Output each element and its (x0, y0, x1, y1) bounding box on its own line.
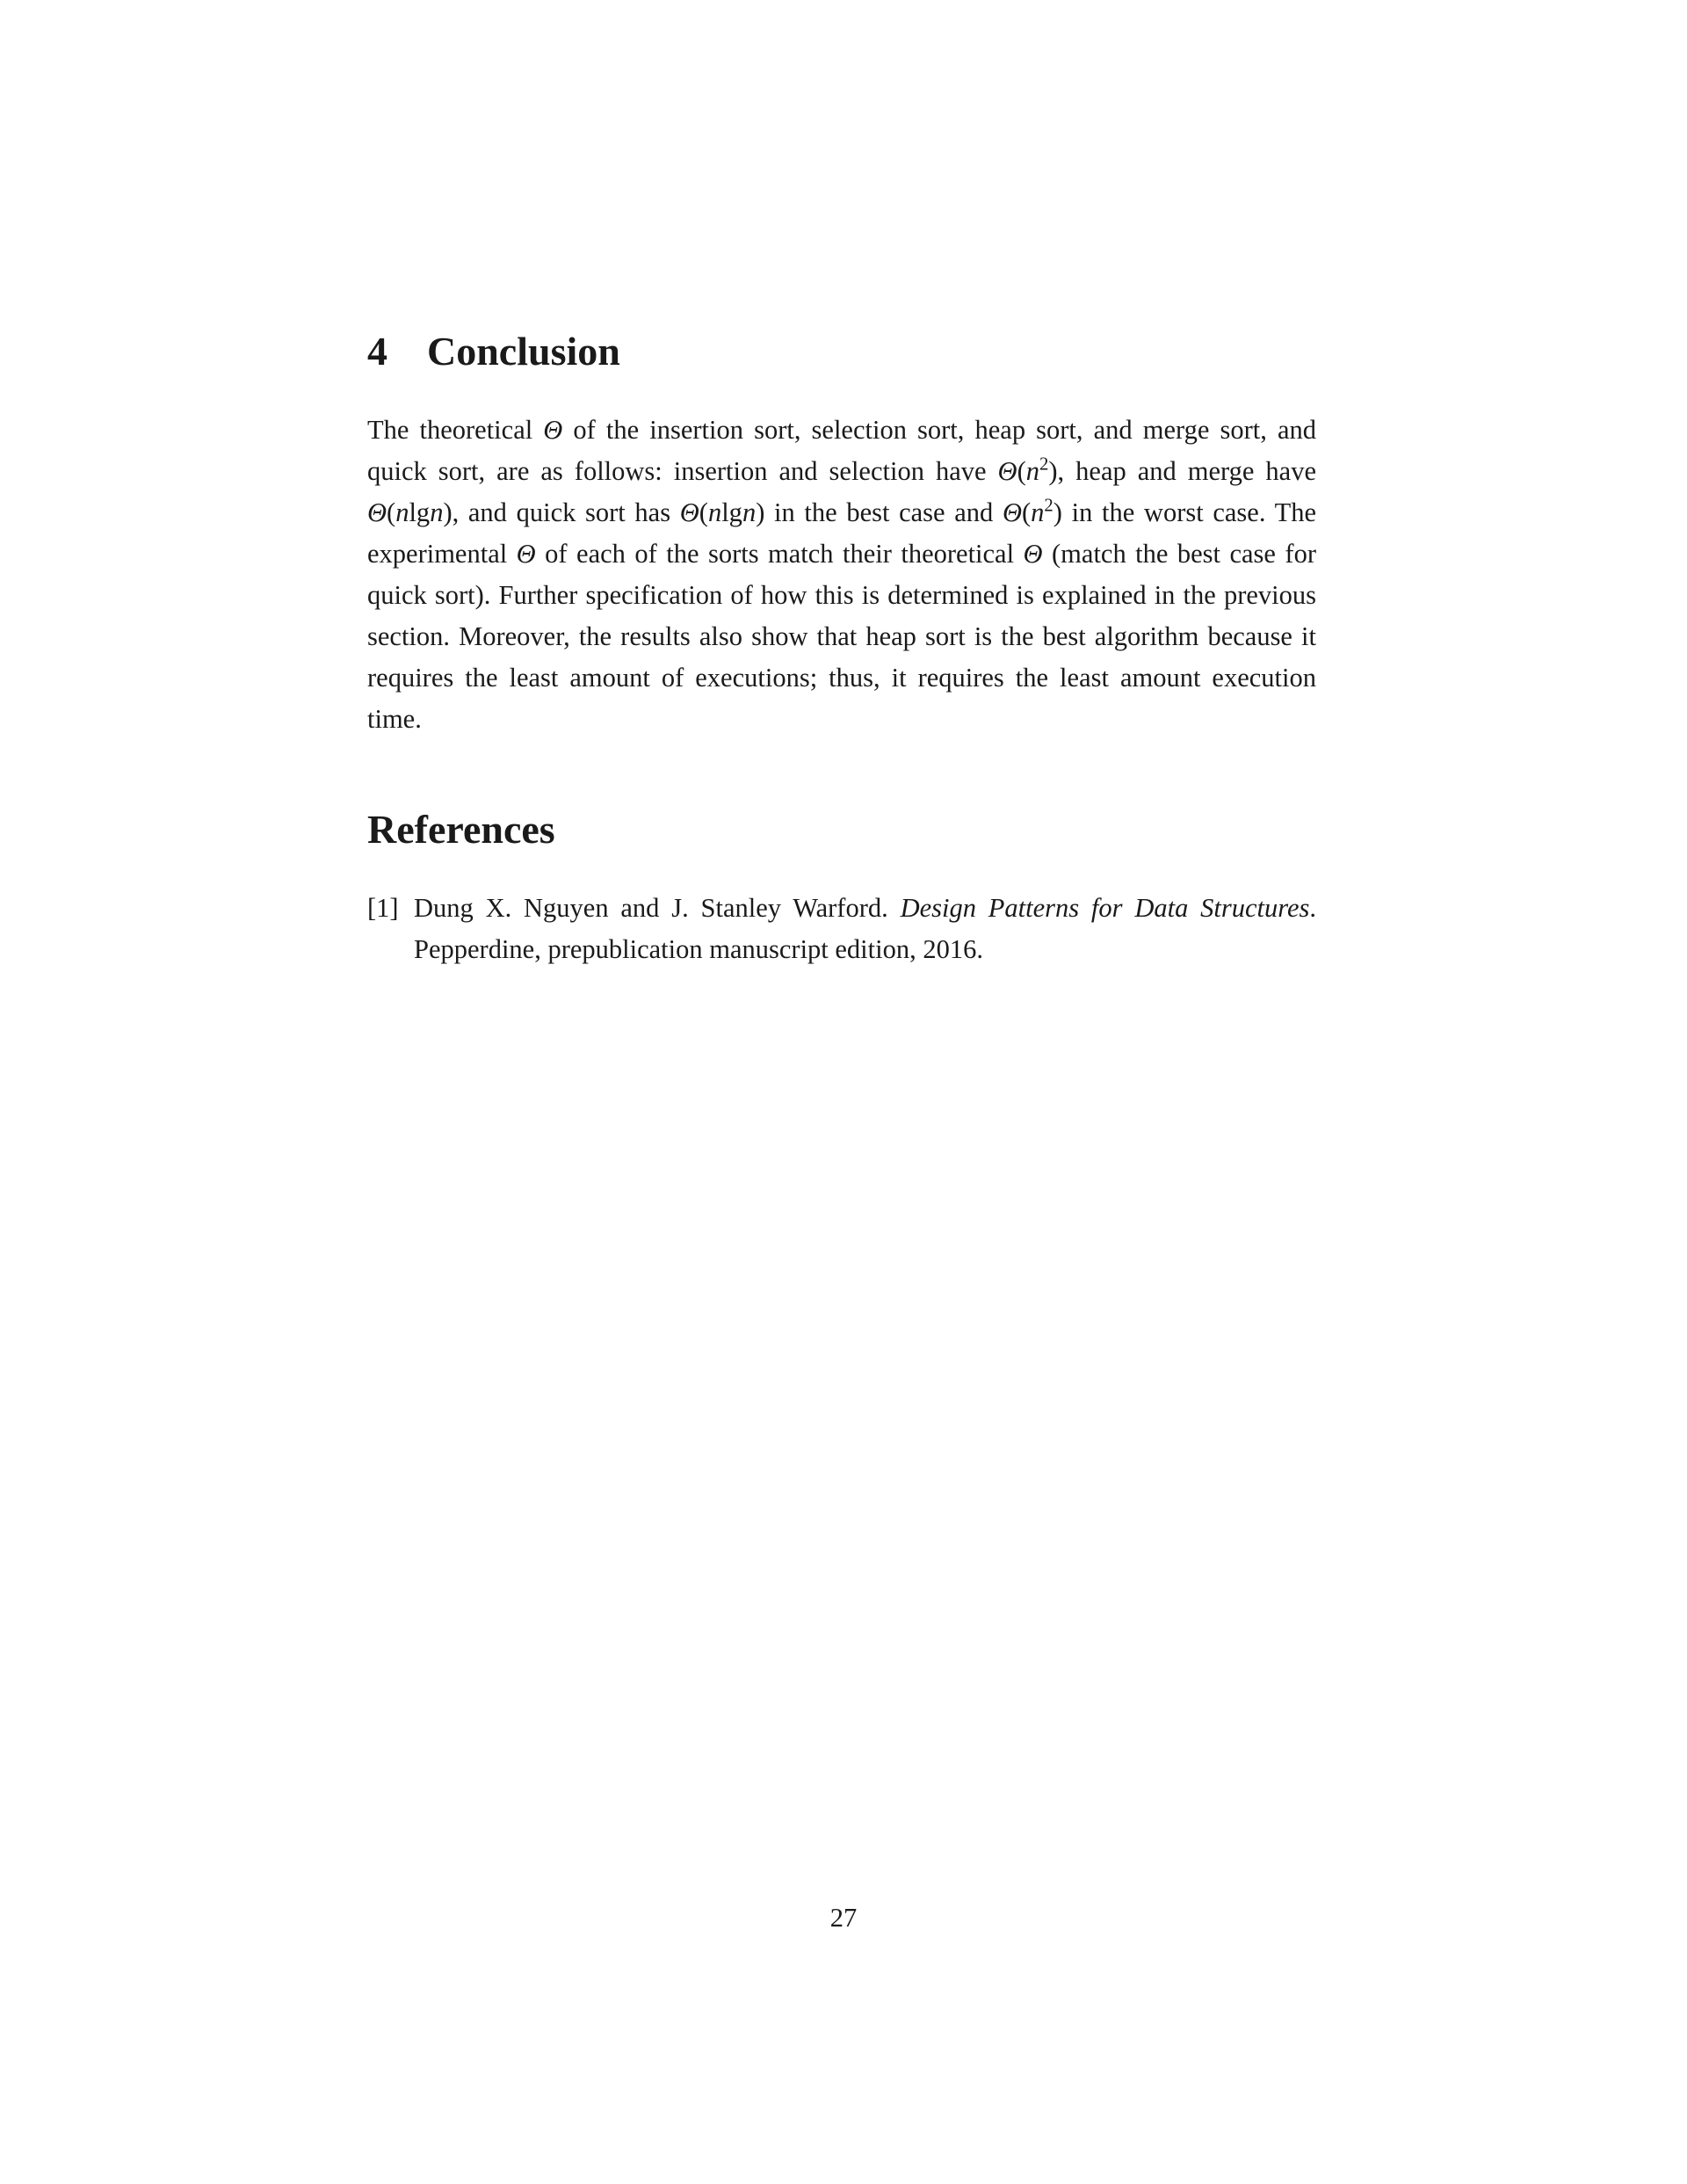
reference-authors: Dung X. Nguyen and J. Stanley Warford. (414, 893, 901, 923)
reference-item (367, 888, 1316, 970)
reference-title: Design Patterns for Data Structures (900, 893, 1310, 923)
math-variable: n (395, 497, 409, 527)
text-run: , and quick sort has (452, 497, 680, 527)
paren-close: ) (1053, 497, 1062, 527)
text-run: in the best case and (764, 497, 1003, 527)
section-title: Conclusion (427, 329, 620, 374)
page-content (367, 325, 1316, 970)
reference-list (367, 888, 1316, 970)
theta-symbol: Θ (1002, 497, 1022, 527)
theta-symbol: Θ (679, 497, 699, 527)
reference-publication: . Pepperdine, prepublication manuscript edition, 2016. (414, 893, 1317, 964)
math-theta-n-lg-n (367, 497, 453, 527)
theta-symbol: Θ (367, 497, 387, 527)
paren-close: ) (756, 497, 765, 527)
math-variable: n (1025, 456, 1039, 486)
paren-open: ( (699, 497, 708, 527)
conclusion-paragraph (367, 410, 1316, 740)
text-run: (match the best case for quick sort). Further specification of how this is determined is explained in the previous section. Moreover, the results also show that heap sort is the best algorithm because it requires the least amount of executions; thus, it requires the least amount execution time. (367, 539, 1316, 734)
math-exponent: 2 (1039, 454, 1049, 475)
math-theta-n-lg-n (680, 497, 765, 527)
math-variable: n (707, 497, 722, 527)
paren-open: ( (1017, 456, 1026, 486)
reference-body (414, 888, 1316, 970)
page-number: 27 (829, 1903, 858, 1933)
theta-symbol: Θ (516, 539, 536, 569)
paren-close: ) (1048, 456, 1058, 486)
section-heading (367, 325, 1316, 378)
math-variable: n (742, 497, 757, 527)
math-theta-n-squared (1003, 497, 1062, 527)
math-operator: lg (721, 497, 742, 527)
math-exponent: 2 (1044, 496, 1053, 516)
math-theta-n-squared (998, 456, 1058, 486)
text-run: of the insertion sort, selection sort, heap sort, and merge sort, and quick sort, are as follows: insertion and selection have (367, 415, 1316, 486)
paren-open: ( (1021, 497, 1032, 527)
paren-open: ( (387, 497, 396, 527)
theta-symbol: Θ (1023, 539, 1043, 569)
text-run: of each of the sorts match their theoretical (535, 539, 1024, 569)
paren-close: ) (443, 497, 453, 527)
text-run: , heap and merge have (1057, 456, 1317, 486)
reference-label: [1] (367, 893, 399, 923)
references-heading: References (367, 807, 555, 852)
text-run: The theoretical (367, 415, 544, 445)
math-variable: n (1031, 497, 1045, 527)
math-variable: n (430, 497, 444, 527)
text-run: in the worst case. The experimental (367, 497, 1316, 569)
theta-symbol: Θ (997, 456, 1017, 486)
section-number: 4 (367, 329, 387, 374)
math-operator: lg (409, 497, 431, 527)
theta-symbol: Θ (543, 415, 563, 445)
